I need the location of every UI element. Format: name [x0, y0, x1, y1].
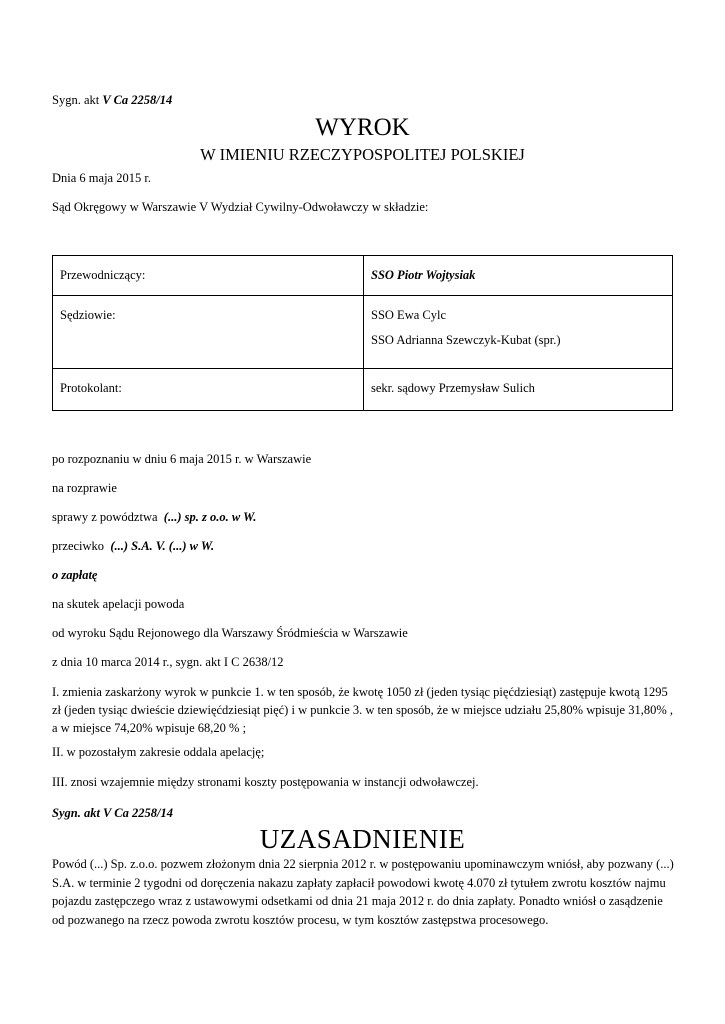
- plaintiff-name: (...) sp. z o.o. w W.: [163, 510, 257, 524]
- panel-row-judges: [53, 296, 673, 369]
- panel-role: Przewodniczący:: [53, 256, 364, 296]
- hearing-line: po rozpoznaniu w dniu 6 maja 2015 r. w Warszawie: [52, 452, 312, 466]
- document-title: WYROK: [315, 114, 410, 141]
- defendant-name: (...) S.A. V. (...) w W.: [110, 539, 215, 553]
- plaintiff-prefix: sprawy z powództwa: [52, 510, 158, 524]
- panel-row-clerk: [53, 369, 673, 411]
- panel-role: Protokolant:: [53, 369, 364, 411]
- court-panel-table: [52, 255, 673, 411]
- court-line: Sąd Okręgowy w Warszawie V Wydział Cywilny-Odwoławczy w składzie:: [52, 200, 429, 214]
- lower-court-date-line: z dnia 10 marca 2014 r., sygn. akt I C 2638/12: [52, 655, 284, 669]
- date-line: Dnia 6 maja 2015 r.: [52, 171, 151, 185]
- case-signature-number: V Ca 2258/14: [102, 93, 173, 107]
- hearing-type-line: na rozprawie: [52, 481, 117, 495]
- subject-line: o zapłatę: [52, 568, 98, 582]
- defendant-line: [52, 539, 214, 554]
- panel-name: SSO Ewa Cylc: [371, 308, 446, 322]
- case-signature: [52, 93, 172, 108]
- justification-paragraph: Powód (...) Sp. z.o.o. pozwem złożonym dnia 22 sierpnia 2012 r. w postępowaniu upominawczym wniósł, aby pozwany (...) S.A. w terminie 2 tygodni od doręczenia nakazu zapłaty zapłacił powodowi kwotę 4.070 zł tytułem zwrotu kosztów najmu pojazdu zastępczego wraz z ustawowymi odsetkami od dnia 21 maja 2012 r. do dnia zapłaty. Ponadto wniósł o zasądzenie od pozwanego na rzecz powoda zwrotu kosztów procesu, w tym kosztów zastępstwa procesowego.: [52, 857, 674, 927]
- ruling-point-2: II. w pozostałym zakresie oddala apelację;: [52, 745, 265, 759]
- panel-name: SSO Piotr Wojtysiak: [364, 256, 673, 296]
- ruling-point-1: I. zmienia zaskarżony wyrok w punkcie 1. w ten sposób, że kwotę 1050 zł (jeden tysiąc pięćdziesiąt) zastępuje kwotą 1295 zł (jeden tysiąc dwieście dziewięćdziesiąt pięć) i w punkcie 3. w ten sposób, że w miejsce udziału 25,80% wpisuje 31,80% , a w miejsce 74,20% wpisuje 68,20 % ;: [52, 685, 673, 735]
- appeal-line: na skutek apelacji powoda: [52, 597, 185, 611]
- panel-role: Sędziowie:: [53, 296, 364, 369]
- justification-signature: Sygn. akt V Ca 2258/14: [52, 806, 173, 820]
- panel-row-chair: [53, 256, 673, 296]
- plaintiff-line: [52, 510, 256, 525]
- justification-title: UZASADNIENIE: [259, 824, 466, 854]
- lower-court-line: od wyroku Sądu Rejonowego dla Warszawy Śródmieścia w Warszawie: [52, 626, 408, 640]
- case-signature-prefix: Sygn. akt: [52, 93, 100, 107]
- panel-name: SSO Adrianna Szewczyk-Kubat (spr.): [371, 333, 561, 347]
- defendant-prefix: przeciwko: [52, 539, 105, 553]
- ruling-point-3: III. znosi wzajemnie między stronami koszty postępowania w instancji odwoławczej.: [52, 775, 479, 789]
- document-subtitle: W IMIENIU RZECZYPOSPOLITEJ POLSKIEJ: [200, 145, 525, 164]
- panel-name: sekr. sądowy Przemysław Sulich: [364, 369, 673, 411]
